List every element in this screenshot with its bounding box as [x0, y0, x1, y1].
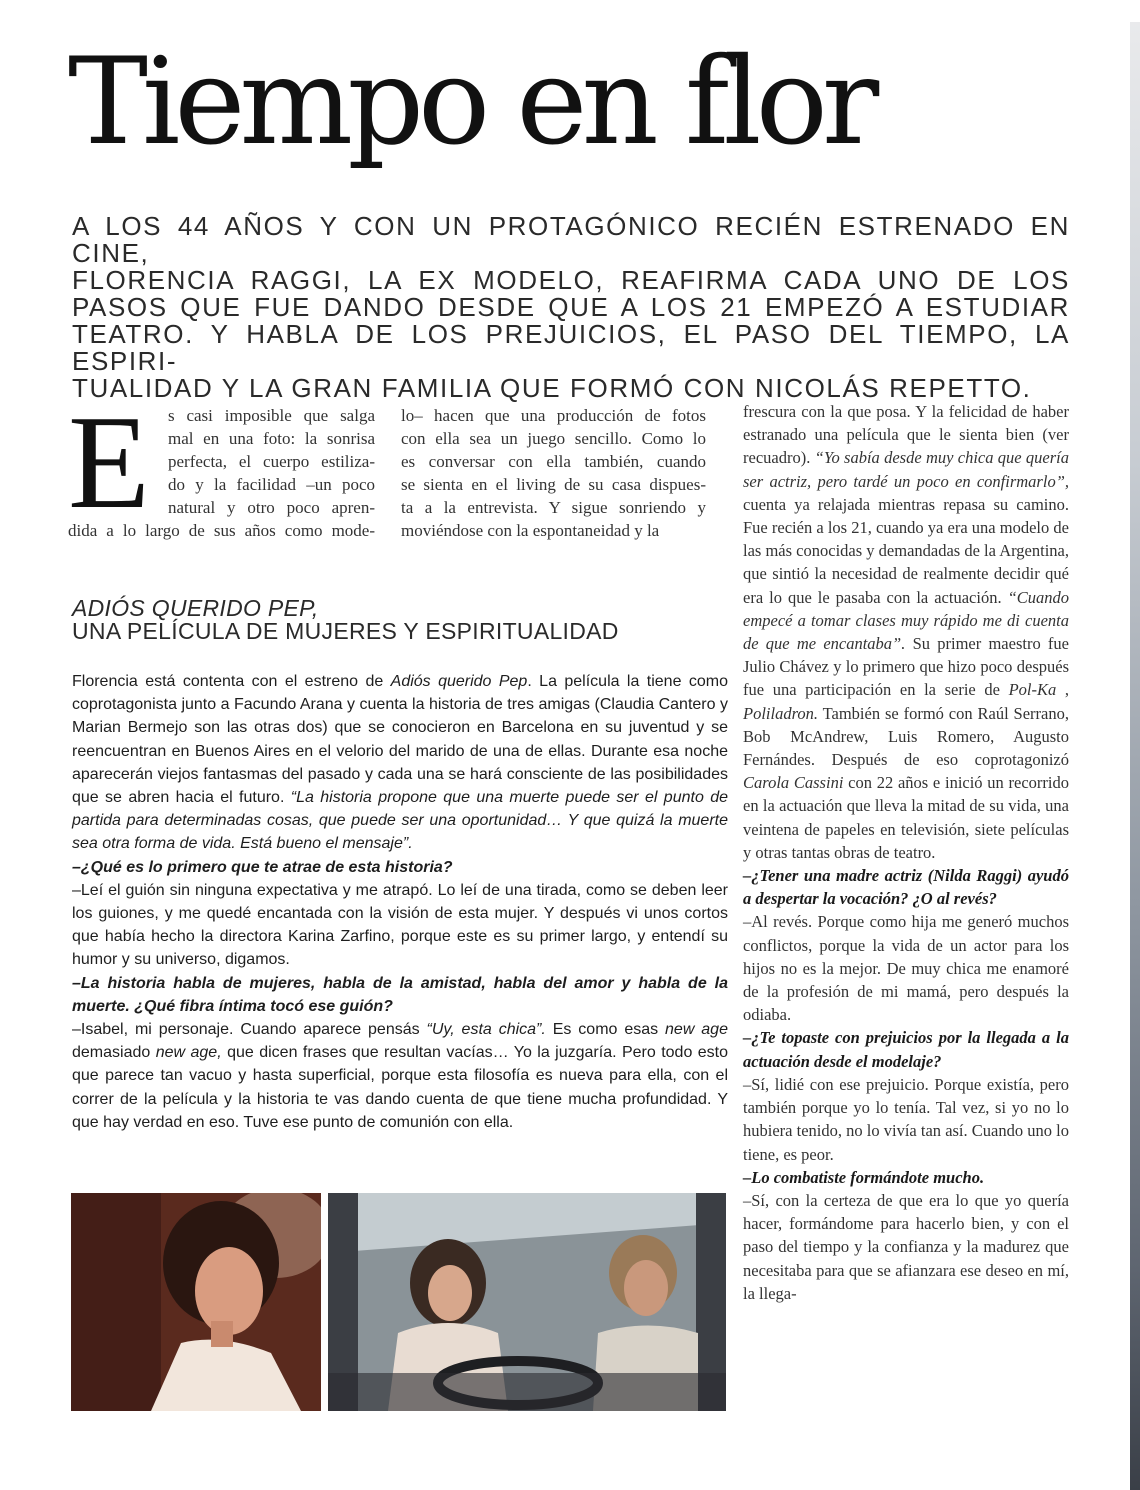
- interview-question: –La historia habla de mujeres, habla de la amistad, habla del amor y habla de la muerte. ¿Qué fibra íntima tocó ese guión?: [72, 974, 728, 1015]
- intro-line: se sienta en el living de su casa dispues-: [401, 475, 706, 494]
- quote: “Yo sabía desde muy chica que quería ser actriz, pero tardé un poco en confirmarlo”,: [743, 448, 1069, 491]
- series-title: Carola Cassini: [743, 773, 844, 793]
- next-page-edge: [1130, 22, 1140, 1490]
- quote: “Uy, esta chica”.: [426, 1021, 546, 1039]
- intro-line: es conversar con ella también, cuando: [401, 452, 706, 471]
- deck-line: A LOS 44 AÑOS Y CON UN PROTAGÓNICO RECIÉN ESTRENADO EN CINE,: [72, 211, 1070, 268]
- intro-line: ta a la entrevista. Y sigue sonriendo y: [401, 498, 706, 517]
- intro-line: mal en una foto: la sonrisa: [168, 429, 375, 448]
- article-deck: [72, 213, 1070, 402]
- series-title: Pol-Ka: [1008, 680, 1057, 700]
- text-run: Su primer maestro fue Julio Chávez y lo primero que hizo poco después fue una participación en la serie de: [743, 634, 1069, 700]
- section-heading-subtitle: UNA PELÍCULA DE MUJERES Y ESPIRITUALIDAD: [72, 618, 619, 644]
- text-run: Es como esas: [545, 1021, 666, 1039]
- series-title: Poliladron.: [743, 703, 819, 723]
- intro-line: perfecta, el cuerpo estiliza-: [168, 452, 375, 471]
- page-title: Tiempo en flor: [68, 33, 874, 172]
- deck-line: FLORENCIA RAGGI, LA EX MODELO, REAFIRMA CADA UNO DE LOS: [72, 265, 1070, 295]
- interview-question: –Lo combatiste formándote mucho.: [743, 1167, 985, 1187]
- italic-term: new age,: [155, 1044, 222, 1062]
- quote: “La historia propone que una muerte puede ser el punto de partida para determinadas cosas, que puede ser una oportunidad… Y que quizá la muerte sea otra forma de vida. Está bueno el mensaje”.: [72, 789, 729, 853]
- interview-answer: –Sí, lidié con ese prejuicio. Porque existía, pero también porque yo lo tenía. Tal vez, si yo no lo hubiera tenido, no lo vivía tan así. Cuando uno lo tiene, es peor.: [743, 1074, 1069, 1164]
- deck-line: TEATRO. Y HABLA DE LOS PREJUICIOS, EL PASO DEL TIEMPO, LA ESPIRI-: [72, 319, 1070, 376]
- car-scene-photo: [328, 1193, 726, 1411]
- paragraph: [743, 400, 1069, 864]
- paragraph: [72, 670, 728, 856]
- text-run: que dicen frases que resultan vacías… Yo la juzgaría. Pero todo esto que parece tan vacuo y hasta superficial, porque esta filosofía es nueva para ella, con el correr de la película y la historia te vas dando cuenta de que tiene mucha profundidad. Y que hay verdad en eso. Tuve ese punto de comunión con ella.: [72, 1044, 729, 1131]
- interview-question: –¿Te topaste con prejuicios por la llegada a la actuación desde el modelaje?: [743, 1028, 1069, 1071]
- intro-line: lo– hacen que una producción de fotos: [401, 406, 706, 425]
- interview-answer: –Leí el guión sin ninguna expectativa y me atrapó. Lo leí de una tirada, como se deben leer los guiones, y me quedé encantada con la visión de esta mujer. Y después vi unos cortos que había hecho la directora Karina Zarfino, porque este es su primer largo, y entendí su humor y su universo, digamos.: [72, 881, 728, 969]
- section-body: [72, 670, 728, 1134]
- italic-term: new age: [665, 1021, 728, 1039]
- interview-answer: –Al revés. Porque como hija me generó muchos conflictos, porque la vida de un actor para los hijos no es la mejor. De muy chica me enamoré de la profesión de mi mamá, pero después la odiaba.: [743, 912, 1069, 1025]
- portrait-photo: [71, 1193, 321, 1411]
- intro-line: natural y otro poco apren-: [168, 498, 375, 517]
- text-run: frescura con la que posa. Y la felicidad de haber estranado una película que le sienta bien (ver recuadro).: [743, 402, 1069, 468]
- text-run: demasiado: [72, 1044, 156, 1062]
- intro-line: s casi imposible que salga: [168, 406, 375, 425]
- intro-line: moviéndose con la espontaneidad y la: [401, 521, 660, 540]
- interview-answer: –Sí, con la certeza de que era lo que yo quería hacer, formándome para hacerlo bien, y con el paso del tiempo y la confianza y la madurez que necesitaba para que se afianzara ese deseo en mí, la llega-: [743, 1190, 1069, 1303]
- car-scene-illustration: [328, 1193, 726, 1411]
- film-title: Adiós querido Pep: [390, 673, 528, 690]
- portrait-illustration: [71, 1193, 321, 1411]
- intro-line: do y la facilidad –un poco: [168, 475, 375, 494]
- deck-line: PASOS QUE FUE DANDO DESDE QUE A LOS 21 EMPEZÓ A ESTUDIAR: [72, 292, 1070, 322]
- intro-line: dida a lo largo de sus años como mode-: [68, 521, 375, 540]
- intro-line: con ella sea un juego sencillo. Como lo: [401, 429, 706, 448]
- intro-column-1: [68, 388, 375, 542]
- text-run: . La película la tiene como coprotagonista junto a Facundo Arana y cuenta la historia de tres amigas (Claudia Cantero y Marian Bermejo son las otras dos) que se conocieron en Barcelona en su juventud y se reencuentran en Buenos Aires en el velorio del marido de una de ellas. Durante esa noche aparecerán viejos fantasmas del pasado y cada una se hará consciente de las posibilidades que se abren hacia el futuro.: [72, 673, 728, 807]
- section-heading-film: ADIÓS QUERIDO PEP,: [72, 595, 319, 621]
- quote: “Cuando empecé a tomar clases muy rápido me di cuenta de que me encantaba”.: [743, 587, 1069, 654]
- right-column: [743, 400, 1069, 1305]
- deck-line: TUALIDAD Y LA GRAN FAMILIA QUE FORMÓ CON NICOLÁS REPETTO.: [72, 373, 1032, 403]
- drop-cap: E: [68, 388, 150, 536]
- section-heading: [72, 597, 722, 643]
- interview-question: –¿Qué es lo primero que te atrae de esta historia?: [72, 858, 453, 876]
- intro-column-2: [401, 404, 706, 542]
- interview-answer: [72, 1018, 728, 1134]
- text-run: También se formó con Raúl Serrano, Bob McAndrew, Luis Romero, Augusto Fernándes. Después de eso coprotagonizó: [743, 703, 1069, 770]
- interview-question: –¿Tener una madre actriz (Nilda Raggi) ayudó a despertar la vocación? ¿O al revés?: [743, 866, 1069, 909]
- text-run: ,: [1056, 680, 1070, 700]
- text-run: Florencia está contenta con el estreno de: [72, 673, 391, 690]
- text-run: –Isabel, mi personaje. Cuando aparece pensás: [72, 1021, 427, 1039]
- text-run: cuenta ya relajada mientras repasa su camino. Fue recién a los 21, cuando ya era una modelo de las más conocidas y demandadas de la Argentina, que sintió la necesidad de realmente decidir qué era lo que le pasaba con la actuación.: [743, 494, 1069, 607]
- text-run: con 22 años e inició un recorrido en la actuación que lleva la mitad de su vida, una veintena de papeles en televisión, siete películas y otras tantas obras de teatro.: [743, 773, 1069, 862]
